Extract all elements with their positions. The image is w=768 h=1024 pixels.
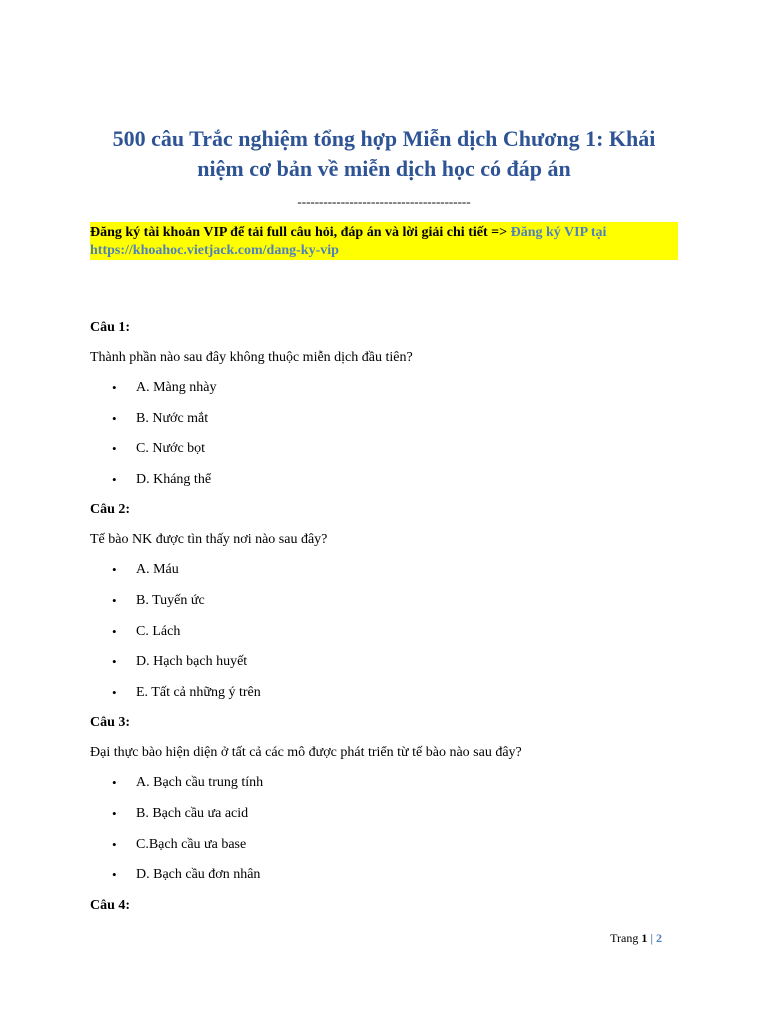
bullet-icon: • <box>112 562 117 578</box>
question-label: Câu 2: <box>90 502 131 518</box>
question-block <box>90 318 678 490</box>
question-label: Câu 3: <box>90 715 131 731</box>
vip-promo-banner <box>90 222 678 260</box>
bullet-icon: • <box>112 654 117 670</box>
answer-option-text: D. Bạch cầu đơn nhân <box>136 867 261 883</box>
answer-option <box>90 835 678 855</box>
answer-options <box>90 773 678 885</box>
answer-option <box>90 652 678 672</box>
answer-options <box>90 378 678 490</box>
answer-option-text: A. Màng nhày <box>136 380 217 395</box>
answer-option <box>90 804 678 824</box>
bullet-icon: • <box>112 836 117 852</box>
bullet-icon: • <box>112 441 117 457</box>
document-title: 500 câu Trắc nghiệm tổng hợp Miễn dịch Chương 1: Khái niệm cơ bản về miễn dịch học có đáp án <box>112 126 656 181</box>
question-block <box>90 500 678 702</box>
question-block <box>90 713 678 885</box>
bullet-icon: • <box>112 805 117 821</box>
total-page-number: 2 <box>656 931 662 945</box>
question-list <box>90 318 678 926</box>
page-footer <box>540 930 662 946</box>
question-text: Đại thực bào hiện diện ở tất cả các mô được phát triển từ tế bào nào sau đây? <box>90 745 522 761</box>
bullet-icon: • <box>112 592 117 608</box>
answer-option-text: C. Nước bọt <box>136 441 206 457</box>
answer-option <box>90 560 678 580</box>
answer-option-text: A. Bạch cầu trung tính <box>136 775 264 791</box>
question-text: Thành phần nào sau đây không thuộc miễn dịch đầu tiên? <box>90 350 413 365</box>
title-divider: ---------------------------------------- <box>297 194 471 209</box>
answer-option-text: B. Tuyến ức <box>136 592 205 608</box>
answer-option-text: C. Lách <box>136 623 181 639</box>
answer-option <box>90 773 678 793</box>
answer-option-text: C.Bạch cầu ưa base <box>136 836 247 852</box>
answer-options <box>90 560 678 702</box>
footer-separator: | <box>647 931 656 945</box>
answer-option <box>90 409 678 429</box>
answer-option-text: D. Kháng thể <box>136 471 212 487</box>
bullet-icon: • <box>112 684 117 700</box>
answer-option <box>90 470 678 490</box>
question-label: Câu 1: <box>90 320 131 335</box>
vip-register-link[interactable]: Đăng ký VIP tại https://khoahoc.vietjack.com/dang-ky-vip <box>90 225 607 258</box>
promo-text: Đăng ký tài khoản VIP để tải full câu hỏi, đáp án và lời giải chi tiết => <box>90 225 511 240</box>
bullet-icon: • <box>112 380 117 395</box>
bullet-icon: • <box>112 623 117 639</box>
answer-option-text: A. Máu <box>136 562 179 578</box>
bullet-icon: • <box>112 410 117 426</box>
answer-option <box>90 591 678 611</box>
bullet-icon: • <box>112 867 117 883</box>
answer-option <box>90 622 678 642</box>
bullet-icon: • <box>112 775 117 791</box>
question-block <box>90 896 678 916</box>
question-text: Tế bào NK được tìn thấy nơi nào sau đây? <box>90 532 328 548</box>
answer-option-text: B. Nước mắt <box>136 410 209 426</box>
answer-option <box>90 439 678 459</box>
answer-option-text: E. Tất cả những ý trên <box>136 684 261 700</box>
answer-option <box>90 683 678 703</box>
question-label: Câu 4: <box>90 897 131 913</box>
answer-option-text: B. Bạch cầu ưa acid <box>136 805 249 821</box>
answer-option <box>90 378 678 398</box>
current-page-number: 1 <box>641 931 648 945</box>
footer-prefix: Trang <box>610 931 642 945</box>
answer-option <box>90 865 678 885</box>
answer-option-text: D. Hạch bạch huyết <box>136 654 248 670</box>
bullet-icon: • <box>112 471 117 487</box>
